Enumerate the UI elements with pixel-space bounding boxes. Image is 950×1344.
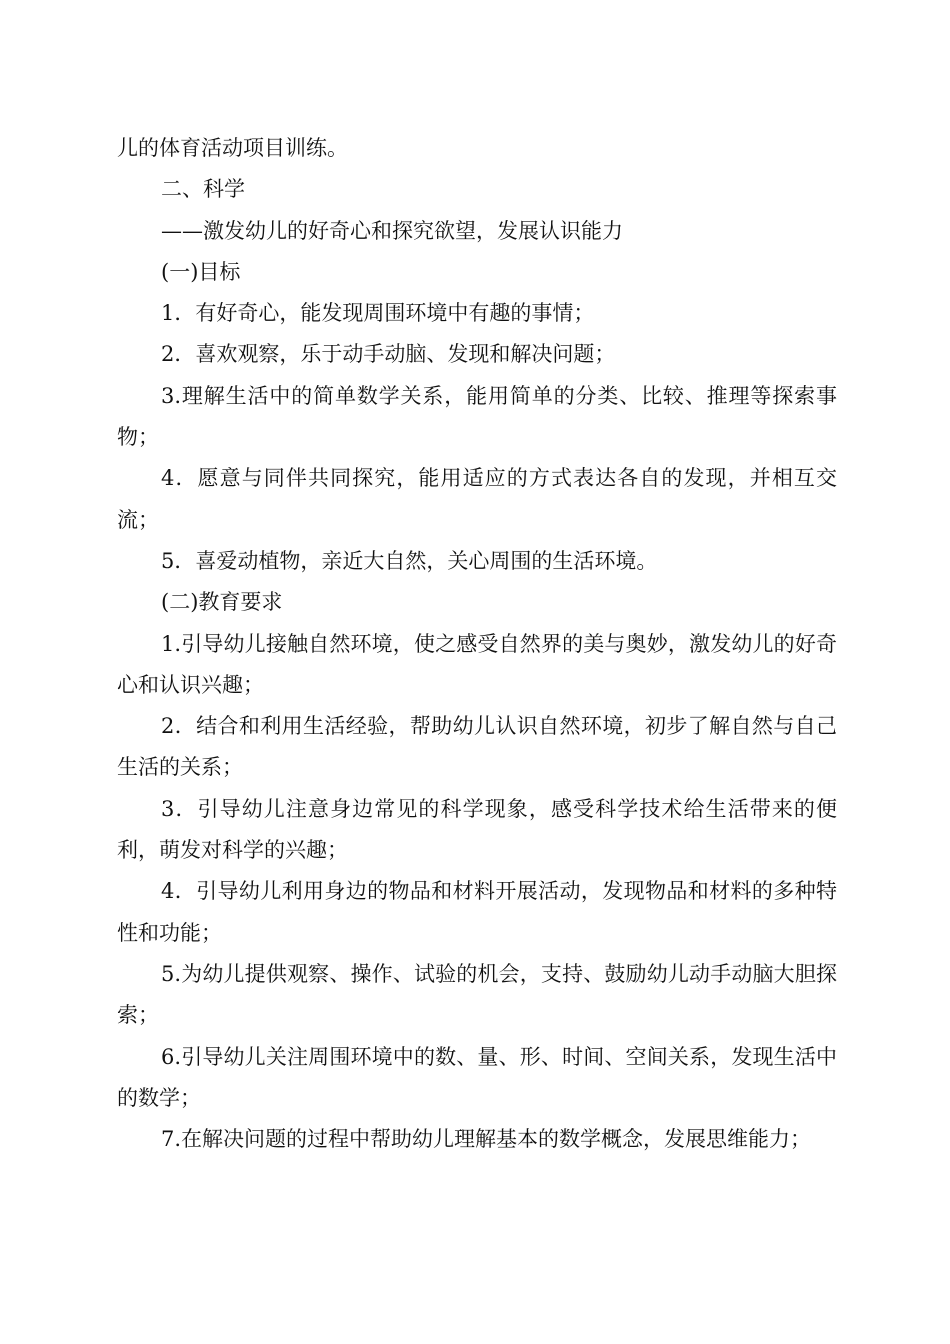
requirement-item-7: 7.在解决问题的过程中帮助幼儿理解基本的数学概念，发展思维能力； (161, 1127, 812, 1152)
requirement-item-4: 4．引导幼儿利用身边的物品和材料开展活动，发现物品和材料的多种特性和功能； (117, 879, 837, 945)
goal-item-3: 3.理解生活中的简单数学关系，能用简单的分类、比较、推理等探索事物； (117, 383, 837, 450)
section-heading-science: 二、科学 (161, 177, 245, 202)
requirement-item-5: 5.为幼儿提供观察、操作、试验的机会，支持、鼓励幼儿动手动脑大胆探索； (117, 961, 837, 1028)
paragraph-continuation: 儿的体育活动项目训练。 (117, 136, 348, 160)
document-body (117, 128, 837, 1160)
goal-item-1: 1．有好奇心，能发现周围环境中有趣的事情； (161, 301, 595, 326)
requirement-item-1: 1.引导幼儿接触自然环境，使之感受自然界的美与奥妙，激发幼儿的好奇心和认识兴趣； (117, 631, 837, 697)
section-subtitle: ——激发幼儿的好奇心和探究欲望，发展认识能力 (161, 218, 623, 243)
goal-item-2: 2．喜欢观察，乐于动手动脑、发现和解决问题； (161, 342, 616, 367)
requirement-item-3: 3．引导幼儿注意身边常见的科学现象，感受科学技术给生活带来的便利，萌发对科学的兴趣； (117, 796, 837, 863)
requirement-item-6: 6.引导幼儿关注周围环境中的数、量、形、时间、空间关系，发现生活中的数学； (117, 1044, 837, 1110)
goal-item-4: 4．愿意与同伴共同探究，能用适应的方式表达各自的发现，并相互交流； (117, 466, 837, 532)
subsection-heading-goals: (一)目标 (161, 259, 241, 284)
requirement-item-2: 2．结合和利用生活经验，帮助幼儿认识自然环境，初步了解自然与自己生活的关系； (117, 714, 837, 780)
goal-item-5: 5．喜爱动植物，亲近大自然，关心周围的生活环境。 (161, 548, 658, 573)
subsection-heading-requirements: (二)教育要求 (161, 590, 283, 615)
